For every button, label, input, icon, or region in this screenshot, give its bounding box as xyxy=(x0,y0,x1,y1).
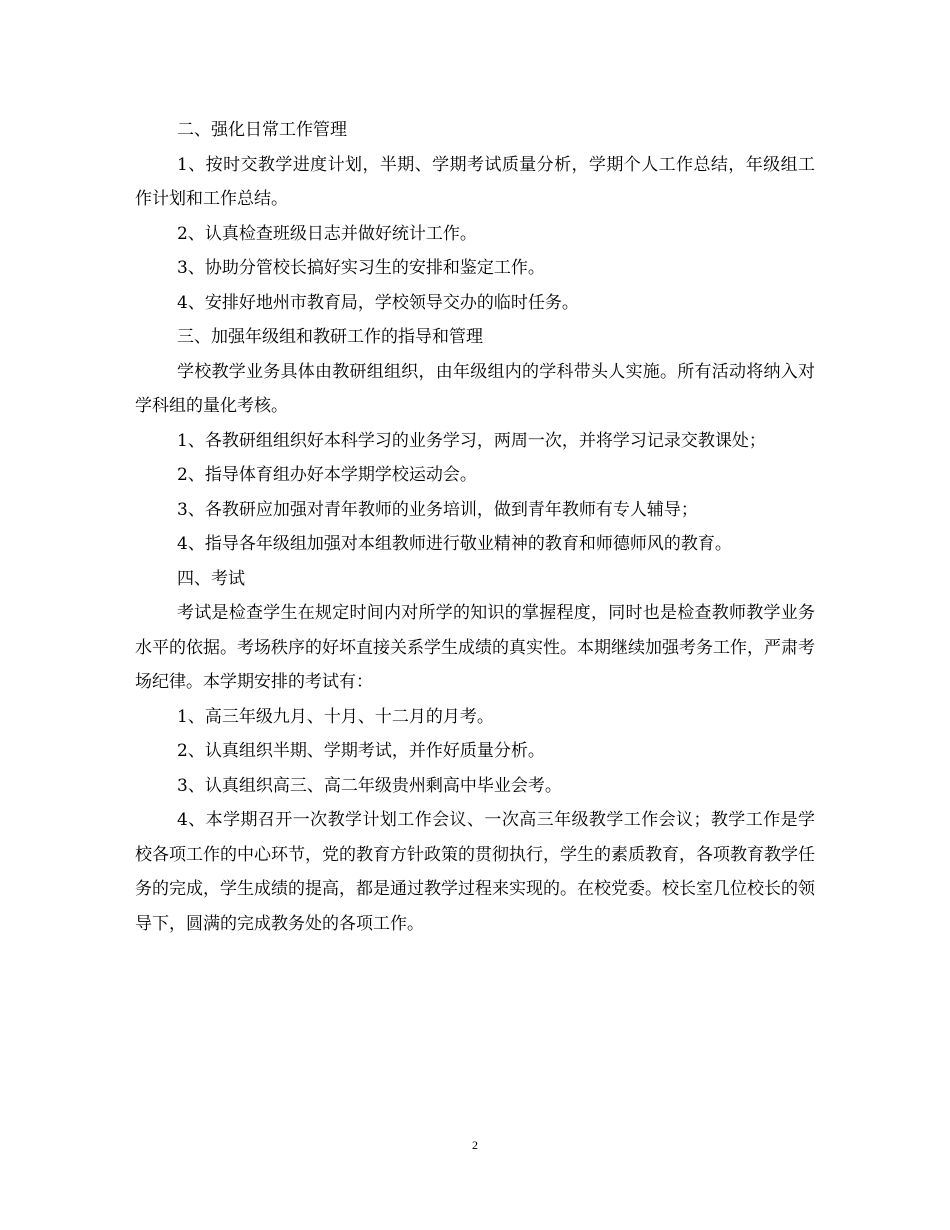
list-item: 2、认真检查班级日志并做好统计工作。 xyxy=(177,223,477,244)
list-item: 3、认真组织高三、高二年级贵州剩高中毕业会考。 xyxy=(177,775,562,796)
section-heading: 二、强化日常工作管理 xyxy=(177,120,347,140)
list-item: 3、各教研应加强对青年教师的业务培训，做到青年教师有专人辅导； xyxy=(177,499,698,520)
section-heading: 四、考试 xyxy=(177,568,245,589)
page-number: 2 xyxy=(472,1138,478,1152)
body-paragraph: 考试是检查学生在规定时间内对所学的知识的掌握程度，同时也是检查教师教学业务水平的依据。考场秩序的好坏直接关系学生成绩的真实性。本期继续加强考务工作，严肃考场纪律。本学期安排的考试有： xyxy=(135,603,815,692)
list-item: 4、本学期召开一次教学计划工作会议、一次高三年级教学工作会议；教学工作是学校各项工作的中心环节，党的教育方针政策的贯彻执行，学生的素质教育，各项教育教学任务的完成，学生成绩的提高，都是通过教学过程来实现的。在校党委。校长室几位校长的领导下，圆满的完成教务处的各项工作。 xyxy=(135,810,815,934)
body-paragraph: 学校教学业务具体由教研组组织，由年级组内的学科带头人实施。所有活动将纳入对学科组的量化考核。 xyxy=(135,361,815,416)
list-item: 1、高三年级九月、十月、十二月的月考。 xyxy=(177,706,494,727)
document-body xyxy=(135,113,815,941)
list-item: 1、各教研组组织好本科学习的业务学习，两周一次，并将学习记录交教课处； xyxy=(177,430,766,451)
list-item: 4、指导各年级组加强对本组教师进行敬业精神的教育和师德师风的教育。 xyxy=(177,534,732,554)
list-item: 3、协助分管校长搞好实习生的安排和鉴定工作。 xyxy=(177,258,545,278)
list-item: 2、认真组织半期、学期考试，并作好质量分析。 xyxy=(177,741,545,761)
section-heading: 三、加强年级组和教研工作的指导和管理 xyxy=(177,327,483,347)
list-item: 2、指导体育组办好本学期学校运动会。 xyxy=(177,465,477,485)
list-item: 4、安排好地州市教育局，学校领导交办的临时任务。 xyxy=(177,292,579,313)
list-item: 1、按时交教学进度计划，半期、学期考试质量分析，学期个人工作总结，年级组工作计划和工作总结。 xyxy=(135,154,815,209)
